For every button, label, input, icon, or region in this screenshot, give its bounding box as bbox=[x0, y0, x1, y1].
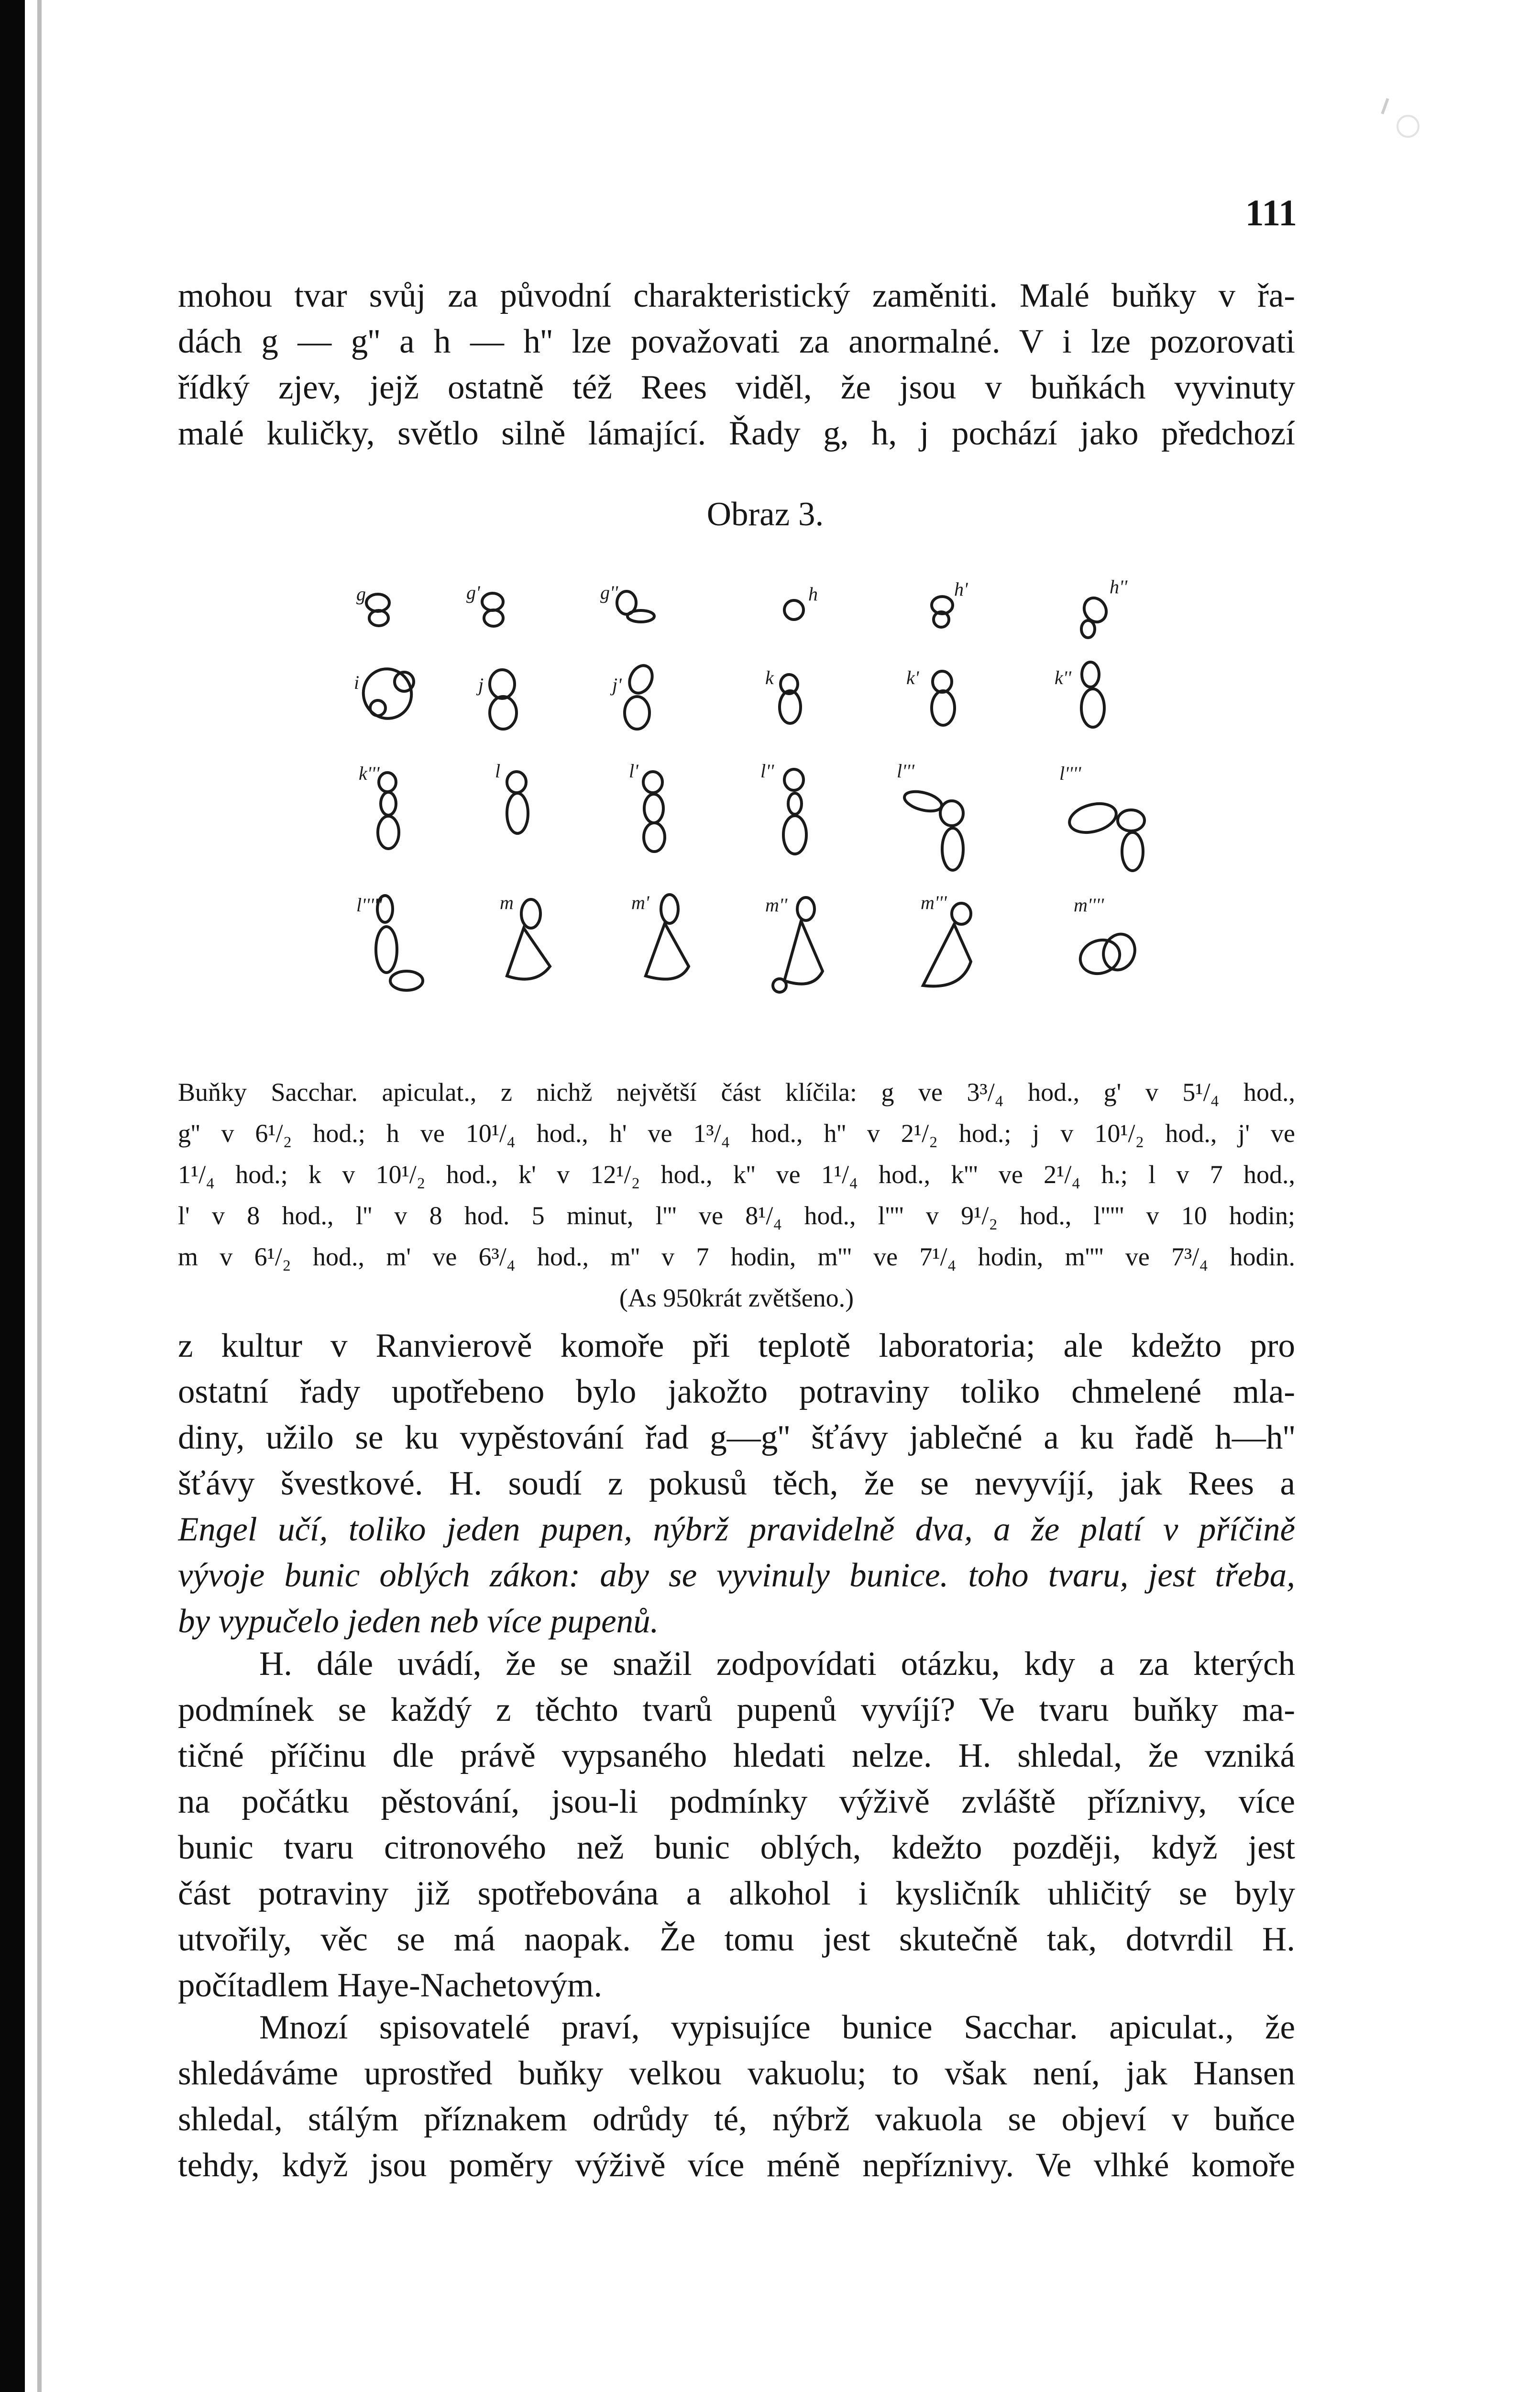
text-line: mohou tvar svůj za původní charakteristický zaměniti. Malé buňky v řa- bbox=[178, 277, 1295, 314]
caption-magnification-note: (As 950krát zvětšeno.) bbox=[619, 1284, 854, 1312]
text-line: Engel učí, toliko jeden pupen, nýbrž pravidelně dva, a že platí v příčině bbox=[178, 1511, 1295, 1548]
cell-k-double-prime bbox=[1055, 662, 1104, 727]
label-m-double-prime: m'' bbox=[765, 894, 787, 916]
label-k-double-prime: k'' bbox=[1055, 667, 1071, 688]
caption-line: 1¹/₄ hod.; k v 10¹/₂ hod., k' v 12¹/₂ hod., k'' ve 1¹/₄ hod., k''' ve 2¹/₄ h.; l v 7 hod., bbox=[178, 1160, 1295, 1189]
cell-k bbox=[765, 667, 801, 723]
cell-h-prime bbox=[932, 578, 968, 627]
cell-m bbox=[500, 892, 550, 979]
text-line: by vypučelo jeden neb více pupenů. bbox=[178, 1603, 659, 1640]
text-line: vývoje bunic oblých zákon: aby se vyvinuly bunice. toho tvaru, jest třeba, bbox=[178, 1557, 1295, 1594]
cell-m-double-prime bbox=[765, 894, 823, 992]
label-m-prime: m' bbox=[631, 892, 649, 913]
cell-j bbox=[476, 670, 517, 729]
label-h: h bbox=[808, 583, 818, 605]
label-l: l bbox=[495, 760, 501, 782]
cell-l-prime bbox=[629, 760, 665, 852]
page-edge-rule bbox=[37, 0, 42, 2392]
label-j: j bbox=[478, 674, 484, 696]
cell-i bbox=[354, 662, 418, 725]
text-line: na počátku pěstování, jsou-li podmínky výživě zvláště příznivy, více bbox=[178, 1783, 1295, 1820]
text-line: řídký zjev, jejž ostatně též Rees viděl, že jsou v buňkách vyvinuty bbox=[178, 369, 1295, 406]
cell-m-prime bbox=[631, 892, 689, 979]
paragraph-3 bbox=[178, 2004, 1295, 2188]
yeast-cell-drawings bbox=[335, 565, 1220, 1072]
top-paragraph bbox=[178, 273, 1295, 456]
cell-m-triple-prime bbox=[921, 892, 971, 986]
scan-speck bbox=[1381, 98, 1389, 114]
text-line: ostatní řady upotřebeno bylo jakožto potraviny toliko chmelené mla- bbox=[178, 1373, 1295, 1410]
caption-line: g'' v 6¹/₂ hod.; h ve 10¹/₄ hod., h' ve 1³/₄ hod., h'' v 2¹/₂ hod.; j v 10¹/₂ hod., j' ve bbox=[178, 1119, 1295, 1148]
cell-l-double-prime bbox=[760, 760, 806, 854]
yeast-cell-figure bbox=[335, 565, 1220, 1072]
label-m-quadruple-prime: m'''' bbox=[1074, 894, 1104, 916]
scan-circle-mark bbox=[1397, 115, 1419, 138]
label-h-prime: h' bbox=[954, 578, 968, 600]
label-j-prime: j' bbox=[612, 674, 622, 696]
text-line: H. dále uvádí, že se snažil zodpovídati otázku, kdy a za kterých bbox=[259, 1645, 1295, 1683]
text-line: tehdy, když jsou poměry výživě více méně nepříznivy. Ve vlhké komoře bbox=[178, 2147, 1295, 2184]
text-line: bunic tvaru citronového než bunic oblých, kdežto později, když jest bbox=[178, 1829, 1295, 1866]
figure-caption bbox=[178, 1072, 1295, 1318]
label-g-prime: g' bbox=[466, 582, 480, 603]
text-line: utvořily, věc se má naopak. Že tomu jest skutečně tak, dotvrdil H. bbox=[178, 1921, 1295, 1958]
label-m-triple-prime: m''' bbox=[921, 892, 947, 913]
text-line: malé kuličky, světlo silně lámající. Řady g, h, j pochází jako předchozí bbox=[178, 415, 1295, 452]
text-line: část potraviny již spotřebována a alkohol i kysličník uhličitý se byly bbox=[178, 1875, 1295, 1912]
label-l-double-prime: l'' bbox=[760, 760, 774, 782]
cell-l-quintuple-prime bbox=[356, 894, 423, 990]
paragraph-2 bbox=[178, 1641, 1295, 2008]
text-line: tičné příčinu dle právě vypsaného hledati nelze. H. shledal, že vzniká bbox=[178, 1737, 1295, 1774]
label-l-triple-prime: l''' bbox=[897, 760, 914, 782]
cell-m-quadruple-prime bbox=[1074, 894, 1140, 979]
text-line: z kultur v Ranvierově komoře při teplotě laboratoria; ale kdežto pro bbox=[178, 1327, 1295, 1364]
page-number: 111 bbox=[1245, 192, 1297, 233]
paragraph-1 bbox=[178, 1323, 1295, 1644]
text-line: diny, užilo se ku vypěstování řad g—g'' šťávy jablečné a ku řadě h—h'' bbox=[178, 1419, 1295, 1456]
cell-h-double-prime bbox=[1080, 576, 1128, 638]
label-l-quadruple-prime: l'''' bbox=[1059, 763, 1081, 784]
cell-g bbox=[356, 583, 389, 626]
label-m: m bbox=[500, 892, 514, 913]
label-l-quintuple-prime: l''''' bbox=[356, 894, 382, 916]
cell-k-triple-prime bbox=[359, 763, 399, 849]
cell-l-quadruple-prime bbox=[1059, 763, 1144, 871]
label-g-double-prime: g'' bbox=[600, 582, 618, 603]
text-line: shledáváme uprostřed buňky velkou vakuolu; to však není, jak Hansen bbox=[178, 2055, 1295, 2092]
label-h-double-prime: h'' bbox=[1110, 576, 1128, 598]
cell-g-double-prime bbox=[600, 582, 654, 622]
text-line: shledal, stálým příznakem odrůdy té, nýbrž vakuola se objeví v buňce bbox=[178, 2101, 1295, 2138]
label-k-triple-prime: k''' bbox=[359, 763, 380, 784]
label-i: i bbox=[354, 672, 360, 693]
label-k: k bbox=[765, 667, 774, 688]
caption-line: m v 6¹/₂ hod., m' ve 6³/₄ hod., m'' v 7 hodin, m''' ve 7¹/₄ hodin, m'''' ve 7³/₄ hodin. bbox=[178, 1242, 1295, 1271]
caption-line: l' v 8 hod., l'' v 8 hod. 5 minut, l''' ve 8¹/₄ hod., l'''' v 9¹/₂ hod., l''''' v 10 hodin; bbox=[178, 1201, 1295, 1230]
text-line: počítadlem Haye-Nachetovým. bbox=[178, 1967, 603, 2004]
text-line: Mnozí spisovatelé praví, vypisujíce bunice Sacchar. apiculat., že bbox=[259, 2009, 1295, 2046]
text-line: šťávy švestkové. H. soudí z pokusů těch, že se nevyvíjí, jak Rees a bbox=[178, 1465, 1295, 1502]
cell-l-triple-prime bbox=[897, 760, 963, 870]
cell-g-prime bbox=[466, 582, 503, 626]
label-g: g bbox=[356, 583, 366, 605]
caption-line: Buňky Sacchar. apiculat., z nichž největší část klíčila: g ve 3³/₄ hod., g' v 5¹/₄ hod., bbox=[178, 1078, 1295, 1107]
label-l-prime: l' bbox=[629, 760, 638, 782]
cell-l bbox=[495, 760, 528, 833]
cell-j-prime bbox=[610, 662, 657, 729]
text-line: dách g — g'' a h — h'' lze považovati za anormalné. V i lze pozorovati bbox=[178, 323, 1295, 360]
cell-h bbox=[784, 583, 818, 620]
cell-k-prime bbox=[906, 667, 955, 725]
label-k-prime: k' bbox=[906, 667, 919, 688]
figure-title: Obraz 3. bbox=[706, 496, 824, 533]
scan-border bbox=[0, 0, 25, 2392]
text-line: podmínek se každý z těchto tvarů pupenů vyvíjí? Ve tvaru buňky ma- bbox=[178, 1691, 1295, 1728]
